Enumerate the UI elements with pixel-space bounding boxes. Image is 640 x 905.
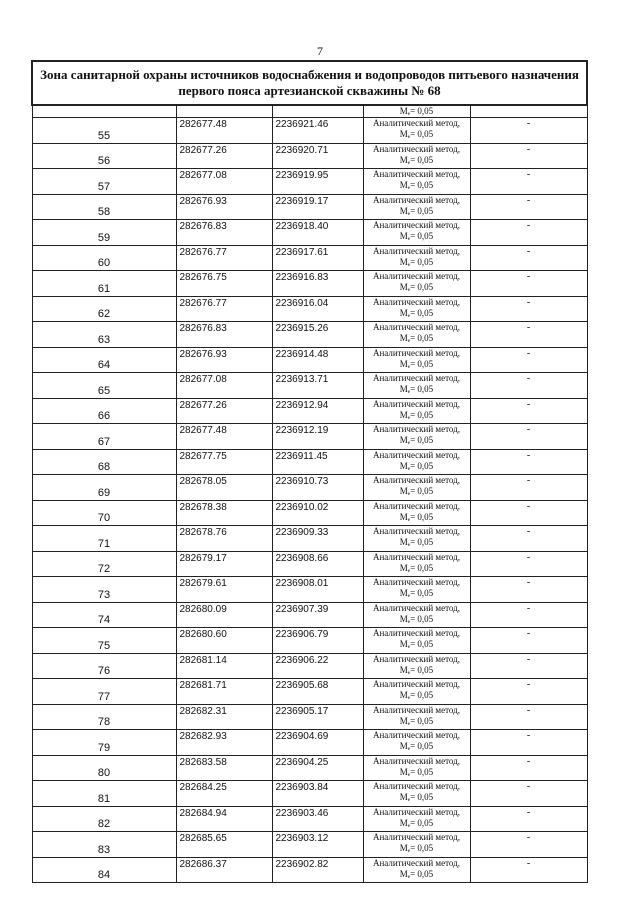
note-dash: -	[470, 500, 587, 526]
note-dash: -	[470, 373, 587, 399]
precision-text: Mₑ= 0,05	[399, 282, 434, 292]
table-row	[32, 704, 587, 730]
x-coordinate: 282677.08	[176, 373, 272, 399]
method-cell	[363, 322, 470, 348]
method-text: Аналитический метод,	[372, 220, 461, 230]
method-cell	[363, 220, 470, 246]
method-text: Аналитический метод,	[372, 449, 461, 460]
table-row	[32, 449, 587, 475]
method-text: Аналитический метод,	[372, 806, 461, 817]
note-dash: -	[470, 194, 587, 220]
point-number: 82	[32, 806, 176, 832]
precision-text: Mₑ= 0,05	[399, 256, 434, 267]
method-cell	[363, 781, 470, 807]
precision-text: Mₑ= 0,05	[399, 817, 434, 828]
table-row	[32, 220, 587, 246]
method-text: Аналитический метод,	[372, 271, 461, 281]
x-coordinate: 282676.75	[176, 271, 272, 297]
point-number: 67	[32, 424, 176, 450]
y-coordinate: 2236912.94	[272, 398, 363, 424]
note-cell	[470, 105, 587, 118]
y-coordinate: 2236916.83	[272, 271, 363, 297]
table-row	[32, 398, 587, 424]
table-row	[32, 500, 587, 526]
point-number: 70	[32, 500, 176, 526]
precision-text: Mₑ= 0,05	[399, 180, 434, 190]
method-text: Аналитический метод,	[372, 296, 461, 307]
note-dash: -	[470, 143, 587, 169]
x-coordinate: 282683.58	[176, 755, 272, 781]
point-number-cell	[32, 105, 176, 118]
x-coordinate: 282681.14	[176, 653, 272, 679]
x-coordinate: 282677.26	[176, 398, 272, 424]
note-dash: -	[470, 551, 587, 577]
method-cell	[363, 526, 470, 552]
precision-text: Mₑ= 0,05	[399, 588, 434, 598]
point-number: 74	[32, 602, 176, 628]
precision-text: Mₑ= 0,05	[399, 537, 434, 547]
precision-text: Mₑ= 0,05	[399, 639, 434, 649]
point-number: 65	[32, 373, 176, 399]
method-text: Аналитический метод,	[372, 628, 461, 638]
table-row	[32, 602, 587, 628]
method-text: Аналитический метод,	[372, 602, 461, 613]
table-row	[32, 373, 587, 399]
note-dash: -	[470, 245, 587, 271]
table-title	[32, 61, 587, 105]
y-coordinate: 2236912.19	[272, 424, 363, 450]
precision-text: Mₑ= 0,05	[399, 106, 434, 116]
method-text: Аналитический метод,	[372, 398, 461, 409]
point-number: 60	[32, 245, 176, 271]
point-number: 73	[32, 577, 176, 603]
method-cell	[363, 347, 470, 373]
method-text: Аналитический метод,	[372, 347, 461, 358]
note-dash: -	[470, 271, 587, 297]
precision-text: Mₑ= 0,05	[399, 231, 434, 241]
x-coordinate: 282676.83	[176, 322, 272, 348]
point-number: 83	[32, 832, 176, 858]
note-dash: -	[470, 679, 587, 705]
method-text: Аналитический метод,	[372, 730, 461, 740]
y-coordinate: 2236910.73	[272, 475, 363, 501]
method-cell	[363, 118, 470, 144]
point-number: 58	[32, 194, 176, 220]
y-coordinate: 2236918.40	[272, 220, 363, 246]
method-cell	[363, 398, 470, 424]
precision-text: Mₑ= 0,05	[399, 741, 434, 751]
note-dash: -	[470, 449, 587, 475]
y-coordinate: 2236919.95	[272, 169, 363, 195]
x-coordinate: 282676.93	[176, 194, 272, 220]
precision-text: Mₑ= 0,05	[399, 460, 434, 471]
method-text: Аналитический метод,	[372, 424, 461, 434]
precision-text: Mₑ= 0,05	[399, 843, 434, 853]
table-row	[32, 424, 587, 450]
note-dash: -	[470, 296, 587, 322]
method-text: Аналитический метод,	[372, 245, 461, 256]
method-text: Аналитический метод,	[372, 832, 461, 842]
x-coordinate: 282676.93	[176, 347, 272, 373]
method-cell	[363, 806, 470, 832]
point-number: 80	[32, 755, 176, 781]
method-cell	[363, 245, 470, 271]
table-row	[32, 781, 587, 807]
note-dash: -	[470, 577, 587, 603]
note-dash: -	[470, 118, 587, 144]
point-number: 81	[32, 781, 176, 807]
precision-text: Mₑ= 0,05	[399, 435, 434, 445]
method-cell	[363, 105, 470, 118]
note-dash: -	[470, 806, 587, 832]
method-cell	[363, 755, 470, 781]
x-coordinate: 282676.83	[176, 220, 272, 246]
method-text: Аналитический метод,	[372, 322, 461, 332]
precision-text: Mₑ= 0,05	[399, 129, 434, 139]
point-number: 75	[32, 628, 176, 654]
table-row	[32, 475, 587, 501]
precision-text: Mₑ= 0,05	[399, 511, 434, 522]
note-dash: -	[470, 602, 587, 628]
note-dash: -	[470, 220, 587, 246]
table-row	[32, 169, 587, 195]
table-row	[32, 194, 587, 220]
x-coordinate: 282680.60	[176, 628, 272, 654]
coordinates-table	[31, 60, 588, 883]
x-coordinate: 282677.48	[176, 424, 272, 450]
y-coordinate: 2236910.02	[272, 500, 363, 526]
note-dash: -	[470, 322, 587, 348]
point-number: 76	[32, 653, 176, 679]
y-coordinate: 2236915.26	[272, 322, 363, 348]
precision-text: Mₑ= 0,05	[399, 384, 434, 394]
table-row	[32, 577, 587, 603]
x-coordinate: 282680.09	[176, 602, 272, 628]
point-number: 57	[32, 169, 176, 195]
method-cell	[363, 653, 470, 679]
y-coordinate: 2236908.66	[272, 551, 363, 577]
table-row	[32, 832, 587, 858]
method-cell	[363, 424, 470, 450]
method-text: Аналитический метод,	[372, 679, 461, 689]
note-dash: -	[470, 398, 587, 424]
table-row	[32, 806, 587, 832]
x-coordinate: 282678.05	[176, 475, 272, 501]
note-dash: -	[470, 857, 587, 883]
method-text: Аналитический метод,	[372, 169, 461, 179]
point-number: 55	[32, 118, 176, 144]
table-title-line-1: Зона санитарной охраны источников водоснабжения и водопроводов питьевого назначения	[40, 67, 579, 82]
table-row	[32, 551, 587, 577]
method-cell	[363, 602, 470, 628]
point-number: 63	[32, 322, 176, 348]
table-row	[32, 653, 587, 679]
point-number: 79	[32, 730, 176, 756]
table-row	[32, 526, 587, 552]
precision-text: Mₑ= 0,05	[399, 792, 434, 802]
note-dash: -	[470, 526, 587, 552]
x-coordinate: 282678.38	[176, 500, 272, 526]
point-number: 62	[32, 296, 176, 322]
y-coordinate: 2236913.71	[272, 373, 363, 399]
continuation-row	[32, 105, 587, 118]
x-coordinate-cell	[176, 105, 272, 118]
x-coordinate: 282677.75	[176, 449, 272, 475]
x-coordinate: 282679.61	[176, 577, 272, 603]
x-coordinate: 282676.77	[176, 296, 272, 322]
point-number: 69	[32, 475, 176, 501]
y-coordinate: 2236907.39	[272, 602, 363, 628]
note-dash: -	[470, 169, 587, 195]
precision-text: Mₑ= 0,05	[399, 409, 434, 420]
x-coordinate: 282677.08	[176, 169, 272, 195]
table-row	[32, 118, 587, 144]
point-number: 68	[32, 449, 176, 475]
x-coordinate: 282684.25	[176, 781, 272, 807]
y-coordinate: 2236909.33	[272, 526, 363, 552]
precision-text: Mₑ= 0,05	[399, 664, 434, 675]
precision-text: Mₑ= 0,05	[399, 154, 434, 165]
method-text: Аналитический метод,	[372, 118, 461, 128]
precision-text: Mₑ= 0,05	[399, 205, 434, 216]
method-cell	[363, 475, 470, 501]
method-cell	[363, 500, 470, 526]
precision-text: Mₑ= 0,05	[399, 715, 434, 726]
method-text: Аналитический метод,	[372, 500, 461, 511]
y-coordinate: 2236904.69	[272, 730, 363, 756]
y-coordinate: 2236906.22	[272, 653, 363, 679]
x-coordinate: 282679.17	[176, 551, 272, 577]
method-text: Аналитический метод,	[372, 526, 461, 536]
note-dash: -	[470, 755, 587, 781]
precision-text: Mₑ= 0,05	[399, 358, 434, 369]
table-row	[32, 730, 587, 756]
method-text: Аналитический метод,	[372, 143, 461, 154]
table-title-line-2: первого пояса артезианской скважины № 68	[178, 83, 441, 98]
table-row	[32, 322, 587, 348]
x-coordinate: 282682.93	[176, 730, 272, 756]
note-dash: -	[470, 781, 587, 807]
note-dash: -	[470, 475, 587, 501]
x-coordinate: 282686.37	[176, 857, 272, 883]
table-row	[32, 296, 587, 322]
method-text: Аналитический метод,	[372, 373, 461, 383]
method-cell	[363, 449, 470, 475]
y-coordinate: 2236914.48	[272, 347, 363, 373]
point-number: 78	[32, 704, 176, 730]
method-cell	[363, 679, 470, 705]
precision-text: Mₑ= 0,05	[399, 307, 434, 318]
y-coordinate: 2236920.71	[272, 143, 363, 169]
y-coordinate: 2236903.84	[272, 781, 363, 807]
point-number: 72	[32, 551, 176, 577]
method-cell	[363, 143, 470, 169]
method-cell	[363, 194, 470, 220]
point-number: 59	[32, 220, 176, 246]
x-coordinate: 282678.76	[176, 526, 272, 552]
note-dash: -	[470, 653, 587, 679]
table-row	[32, 628, 587, 654]
method-text: Аналитический метод,	[372, 551, 461, 562]
precision-text: Mₑ= 0,05	[399, 562, 434, 573]
method-cell	[363, 832, 470, 858]
table-title-row	[32, 61, 587, 105]
note-dash: -	[470, 424, 587, 450]
method-cell	[363, 551, 470, 577]
method-text: Аналитический метод,	[372, 194, 461, 205]
x-coordinate: 282682.31	[176, 704, 272, 730]
y-coordinate: 2236921.46	[272, 118, 363, 144]
method-cell	[363, 730, 470, 756]
x-coordinate: 282685.65	[176, 832, 272, 858]
x-coordinate: 282676.77	[176, 245, 272, 271]
method-text: Аналитический метод,	[372, 475, 461, 485]
point-number: 61	[32, 271, 176, 297]
x-coordinate: 282677.26	[176, 143, 272, 169]
y-coordinate: 2236905.68	[272, 679, 363, 705]
y-coordinate: 2236905.17	[272, 704, 363, 730]
precision-text: Mₑ= 0,05	[399, 868, 434, 879]
y-coordinate: 2236908.01	[272, 577, 363, 603]
precision-text: Mₑ= 0,05	[399, 613, 434, 624]
table-row	[32, 347, 587, 373]
method-cell	[363, 373, 470, 399]
method-text: Аналитический метод,	[372, 653, 461, 664]
table-row	[32, 857, 587, 883]
y-coordinate: 2236904.25	[272, 755, 363, 781]
method-cell	[363, 271, 470, 297]
y-coordinate: 2236903.46	[272, 806, 363, 832]
note-dash: -	[470, 704, 587, 730]
method-cell	[363, 857, 470, 883]
method-text: Аналитический метод,	[372, 781, 461, 791]
note-dash: -	[470, 628, 587, 654]
x-coordinate: 282681.71	[176, 679, 272, 705]
x-coordinate: 282677.48	[176, 118, 272, 144]
y-coordinate: 2236911.45	[272, 449, 363, 475]
method-cell	[363, 296, 470, 322]
method-text: Аналитический метод,	[372, 704, 461, 715]
point-number: 84	[32, 857, 176, 883]
method-cell	[363, 704, 470, 730]
y-coordinate: 2236906.79	[272, 628, 363, 654]
method-cell	[363, 169, 470, 195]
table-row	[32, 679, 587, 705]
note-dash: -	[470, 730, 587, 756]
table-row	[32, 271, 587, 297]
point-number: 66	[32, 398, 176, 424]
point-number: 64	[32, 347, 176, 373]
page-number: 7	[317, 44, 323, 58]
y-coordinate: 2236919.17	[272, 194, 363, 220]
method-text: Аналитический метод,	[372, 755, 461, 766]
point-number: 77	[32, 679, 176, 705]
method-text: Аналитический метод,	[372, 577, 461, 587]
note-dash: -	[470, 347, 587, 373]
y-coordinate: 2236916.04	[272, 296, 363, 322]
method-text: Аналитический метод,	[372, 857, 461, 868]
y-coordinate: 2236917.61	[272, 245, 363, 271]
y-coordinate: 2236903.12	[272, 832, 363, 858]
note-dash: -	[470, 832, 587, 858]
table-row	[32, 143, 587, 169]
point-number: 56	[32, 143, 176, 169]
y-coordinate: 2236902.82	[272, 857, 363, 883]
x-coordinate: 282684.94	[176, 806, 272, 832]
precision-text: Mₑ= 0,05	[399, 690, 434, 700]
method-cell	[363, 628, 470, 654]
precision-text: Mₑ= 0,05	[399, 486, 434, 496]
precision-text: Mₑ= 0,05	[399, 766, 434, 777]
y-coordinate-cell	[272, 105, 363, 118]
point-number: 71	[32, 526, 176, 552]
table-row	[32, 755, 587, 781]
method-cell	[363, 577, 470, 603]
table-row	[32, 245, 587, 271]
precision-text: Mₑ= 0,05	[399, 333, 434, 343]
